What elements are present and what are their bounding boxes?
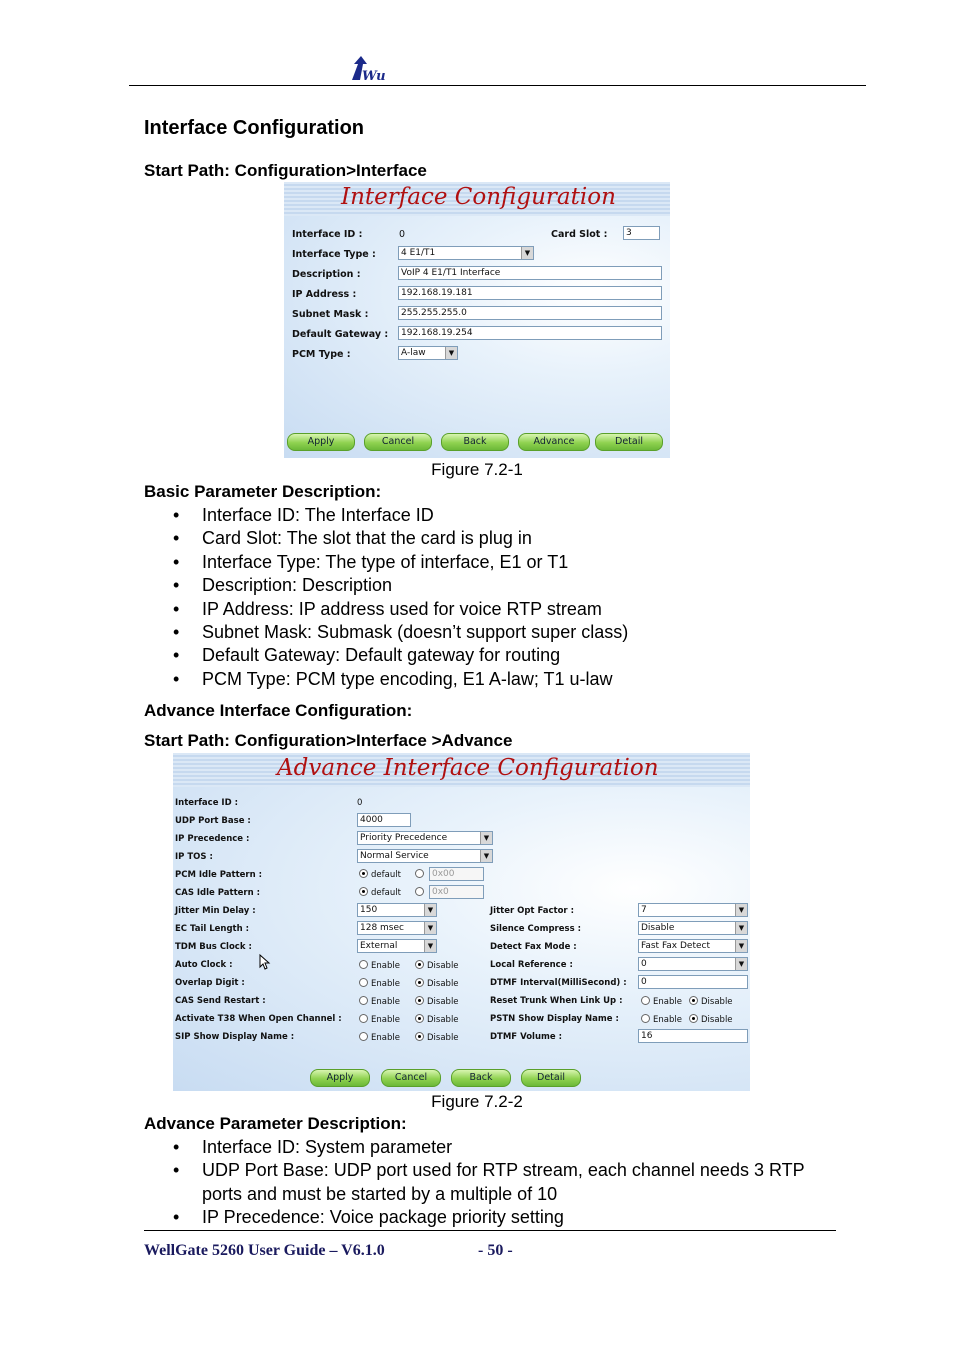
cas-idle-pattern-label: CAS Idle Pattern : (175, 888, 261, 898)
svg-text:Wu: Wu (362, 69, 386, 84)
header-rule (129, 85, 866, 86)
interface-id-value: 0 (357, 798, 363, 808)
select-value: 0 (641, 959, 647, 969)
back-button[interactable]: Back (441, 433, 509, 451)
tdm-bus-clock-label: TDM Bus Clock : (175, 942, 252, 952)
radio-label: Enable (371, 1015, 400, 1025)
radio-circle-icon (359, 978, 368, 987)
interface-type-value: 4 E1/T1 (401, 248, 436, 258)
auto-clock-disable-radio[interactable] (415, 960, 459, 971)
dropdown-arrow-icon: ▼ (735, 922, 747, 934)
advance-config-screenshot (173, 753, 750, 1091)
select-value: Disable (641, 923, 675, 933)
tdm-bus-clock-select[interactable] (357, 939, 437, 953)
activate-t38-when-open-channel-label: Activate T38 When Open Channel : (175, 1014, 342, 1024)
apply-button[interactable]: Apply (287, 433, 355, 451)
select-value: External (360, 941, 398, 951)
radio-circle-icon (359, 887, 368, 896)
pcm-idle-pattern-label: PCM Idle Pattern : (175, 870, 263, 880)
card-slot-input[interactable]: 3 (623, 226, 660, 240)
list-item: • IP Precedence: Voice package priority setting (170, 1206, 830, 1229)
radio-label: default (371, 870, 401, 880)
detail-button[interactable]: Detail (521, 1069, 581, 1087)
overlap-digit-disable-radio[interactable] (415, 978, 459, 989)
apply-button[interactable]: Apply (310, 1069, 370, 1087)
radio-label: Disable (427, 979, 459, 989)
auto-clock-enable-radio[interactable] (359, 960, 400, 971)
radio-label: Enable (371, 1033, 400, 1043)
back-button[interactable]: Back (451, 1069, 511, 1087)
dropdown-arrow-icon: ▼ (735, 904, 747, 916)
start-path-interface: Start Path: Configuration>Interface (144, 161, 427, 180)
radio-circle-icon (359, 996, 368, 1005)
interface-type-select[interactable] (398, 246, 534, 260)
select-value: Fast Fax Detect (641, 941, 711, 951)
radio-circle-icon (415, 869, 424, 878)
description-input[interactable]: VoIP 4 E1/T1 Interface (398, 266, 662, 280)
cas-send-restart-label: CAS Send Restart : (175, 996, 266, 1006)
cas-idle-pattern-custom-radio[interactable] (415, 887, 427, 898)
advance-interface-heading: Advance Interface Configuration: (144, 701, 413, 720)
radio-circle-icon (359, 1032, 368, 1041)
udp-port-base-input[interactable]: 4000 (357, 813, 411, 827)
local-reference-select[interactable] (638, 957, 748, 971)
jitter-min-delay-label: Jitter Min Delay : (175, 906, 256, 916)
udp-port-base-label: UDP Port Base : (175, 816, 251, 826)
figure-caption-2: Figure 7.2-2 (431, 1092, 523, 1111)
select-value: 150 (360, 905, 378, 915)
advance-parameter-list (170, 1136, 830, 1230)
list-item: • Card Slot: The slot that the card is plug in (170, 527, 628, 550)
radio-circle-icon (415, 978, 424, 987)
radio-circle-icon (415, 960, 424, 969)
sip-show-display-name-disable-radio[interactable] (415, 1032, 459, 1043)
start-path-advance: Start Path: Configuration>Interface >Advance (144, 731, 513, 750)
default-gateway-input[interactable]: 192.168.19.254 (398, 326, 662, 340)
pstn-show-display-name-enable-radio[interactable] (641, 1014, 682, 1025)
default-gateway-label: Default Gateway : (292, 329, 389, 340)
footer-title: WellGate 5260 User Guide – V6.1.0 (144, 1242, 385, 1259)
section-title: Interface Configuration (144, 117, 365, 139)
list-item: • IP Address: IP address used for voice RTP stream (170, 598, 628, 621)
interface-config-screenshot (284, 182, 670, 458)
activate-t38-when-open-channel-disable-radio[interactable] (415, 1014, 459, 1025)
mouse-cursor-icon (259, 954, 269, 970)
sip-show-display-name-enable-radio[interactable] (359, 1032, 400, 1043)
advance-button[interactable]: Advance (518, 433, 590, 451)
overlap-digit-label: Overlap Digit : (175, 978, 245, 988)
auto-clock-label: Auto Clock : (175, 960, 233, 970)
radio-label: Enable (653, 1015, 682, 1025)
pstn-show-display-name-disable-radio[interactable] (689, 1014, 733, 1025)
cancel-button[interactable]: Cancel (364, 433, 432, 451)
silence-compress-select[interactable] (638, 921, 748, 935)
dtmf-interval-millisecond-input[interactable]: 0 (638, 975, 748, 989)
silence-compress-label: Silence Compress : (490, 924, 581, 934)
dropdown-arrow-icon: ▼ (424, 904, 436, 916)
dtmf-volume-input[interactable]: 16 (638, 1029, 748, 1043)
radio-label: Disable (427, 961, 459, 971)
interface-id-label: Interface ID : (292, 229, 363, 240)
radio-label: Enable (371, 979, 400, 989)
select-value: Normal Service (360, 851, 429, 861)
sip-show-display-name-label: SIP Show Display Name : (175, 1032, 295, 1042)
pstn-show-display-name-label: PSTN Show Display Name : (490, 1014, 619, 1024)
dtmf-volume-label: DTMF Volume : (490, 1032, 562, 1042)
radio-circle-icon (641, 1014, 650, 1023)
ip-address-label: IP Address : (292, 289, 357, 300)
advance-parameter-heading: Advance Parameter Description: (144, 1114, 407, 1133)
radio-label: Enable (371, 961, 400, 971)
dropdown-arrow-icon: ▼ (735, 940, 747, 952)
select-value: Priority Precedence (360, 833, 448, 843)
radio-label: Enable (653, 997, 682, 1007)
card-slot-label: Card Slot : (551, 229, 608, 240)
cas-idle-pattern-input[interactable]: 0x0 (429, 885, 484, 899)
ip-address-input[interactable]: 192.168.19.181 (398, 286, 662, 300)
reset-trunk-when-link-up-enable-radio[interactable] (641, 996, 682, 1007)
radio-label: Enable (371, 997, 400, 1007)
radio-circle-icon (689, 996, 698, 1005)
select-value: 128 msec (360, 923, 404, 933)
list-item: • Interface ID: The Interface ID (170, 504, 628, 527)
jitter-opt-factor-select[interactable] (638, 903, 748, 917)
radio-circle-icon (359, 869, 368, 878)
subnet-mask-label: Subnet Mask : (292, 309, 369, 320)
ip-tos-label: IP TOS : (175, 852, 213, 862)
interface-id-value: 0 (399, 229, 406, 240)
interface-id-label: Interface ID : (175, 798, 239, 808)
ip-precedence-select[interactable] (357, 831, 493, 845)
interface-type-label: Interface Type : (292, 249, 376, 260)
dtmf-interval-millisecond-label: DTMF Interval(MilliSecond) : (490, 978, 627, 988)
local-reference-label: Local Reference : (490, 960, 573, 970)
detail-button[interactable]: Detail (595, 433, 663, 451)
list-item: • Subnet Mask: Submask (doesn’t support super class) (170, 621, 628, 644)
list-item: • Interface Type: The type of interface, E1 or T1 (170, 551, 628, 574)
pcm-type-value: A-law (401, 348, 426, 358)
radio-label: Disable (427, 1015, 459, 1025)
basic-parameter-list (170, 504, 628, 691)
ec-tail-length-label: EC Tail Length : (175, 924, 250, 934)
subnet-mask-input[interactable]: 255.255.255.0 (398, 306, 662, 320)
radio-label: Disable (701, 997, 733, 1007)
list-item: • PCM Type: PCM type encoding, E1 A-law; T1 u-law (170, 668, 628, 691)
dropdown-arrow-icon: ▼ (480, 850, 492, 862)
radio-circle-icon (415, 996, 424, 1005)
basic-parameter-heading: Basic Parameter Description: (144, 482, 382, 501)
dropdown-arrow-icon: ▼ (480, 832, 492, 844)
jitter-min-delay-select[interactable] (357, 903, 437, 917)
company-logo (350, 56, 386, 84)
radio-circle-icon (641, 996, 650, 1005)
cancel-button[interactable]: Cancel (381, 1069, 441, 1087)
radio-label: default (371, 888, 401, 898)
cas-send-restart-enable-radio[interactable] (359, 996, 400, 1007)
dropdown-arrow-icon: ▼ (521, 247, 533, 259)
ec-tail-length-select[interactable] (357, 921, 437, 935)
overlap-digit-enable-radio[interactable] (359, 978, 400, 989)
dropdown-arrow-icon: ▼ (424, 940, 436, 952)
radio-circle-icon (689, 1014, 698, 1023)
description-label: Description : (292, 269, 361, 280)
page-number: - 50 - (478, 1242, 513, 1259)
dropdown-arrow-icon: ▼ (424, 922, 436, 934)
jitter-opt-factor-label: Jitter Opt Factor : (490, 906, 574, 916)
reset-trunk-when-link-up-label: Reset Trunk When Link Up : (490, 996, 623, 1006)
screenshot-title: Advance Interface Configuration (277, 755, 659, 781)
radio-circle-icon (359, 960, 368, 969)
list-item: • Description: Description (170, 574, 628, 597)
dropdown-arrow-icon: ▼ (735, 958, 747, 970)
pcm-type-label: PCM Type : (292, 349, 351, 360)
footer-rule (144, 1230, 836, 1231)
list-item: • UDP Port Base: UDP port used for RTP stream, each channel needs 3 RTP ports and must be started by a multiple of 10 (170, 1159, 830, 1206)
dropdown-arrow-icon: ▼ (445, 347, 457, 359)
radio-circle-icon (359, 1014, 368, 1023)
cas-send-restart-disable-radio[interactable] (415, 996, 459, 1007)
activate-t38-when-open-channel-enable-radio[interactable] (359, 1014, 400, 1025)
radio-circle-icon (415, 887, 424, 896)
detect-fax-mode-label: Detect Fax Mode : (490, 942, 577, 952)
pcm-type-select[interactable] (398, 346, 458, 360)
cas-idle-pattern-default-radio[interactable] (359, 887, 401, 898)
list-item: • Interface ID: System parameter (170, 1136, 830, 1159)
screenshot-title: Interface Configuration (341, 184, 616, 210)
radio-label: Disable (427, 997, 459, 1007)
pcm-idle-pattern-input[interactable]: 0x00 (429, 867, 484, 881)
radio-label: Disable (701, 1015, 733, 1025)
radio-circle-icon (415, 1014, 424, 1023)
figure-caption-1: Figure 7.2-1 (431, 460, 523, 479)
ip-tos-select[interactable] (357, 849, 493, 863)
pcm-idle-pattern-custom-radio[interactable] (415, 869, 427, 880)
radio-circle-icon (415, 1032, 424, 1041)
select-value: 7 (641, 905, 647, 915)
radio-label: Disable (427, 1033, 459, 1043)
pcm-idle-pattern-default-radio[interactable] (359, 869, 401, 880)
list-item: • Default Gateway: Default gateway for routing (170, 644, 628, 667)
ip-precedence-label: IP Precedence : (175, 834, 250, 844)
reset-trunk-when-link-up-disable-radio[interactable] (689, 996, 733, 1007)
detect-fax-mode-select[interactable] (638, 939, 748, 953)
